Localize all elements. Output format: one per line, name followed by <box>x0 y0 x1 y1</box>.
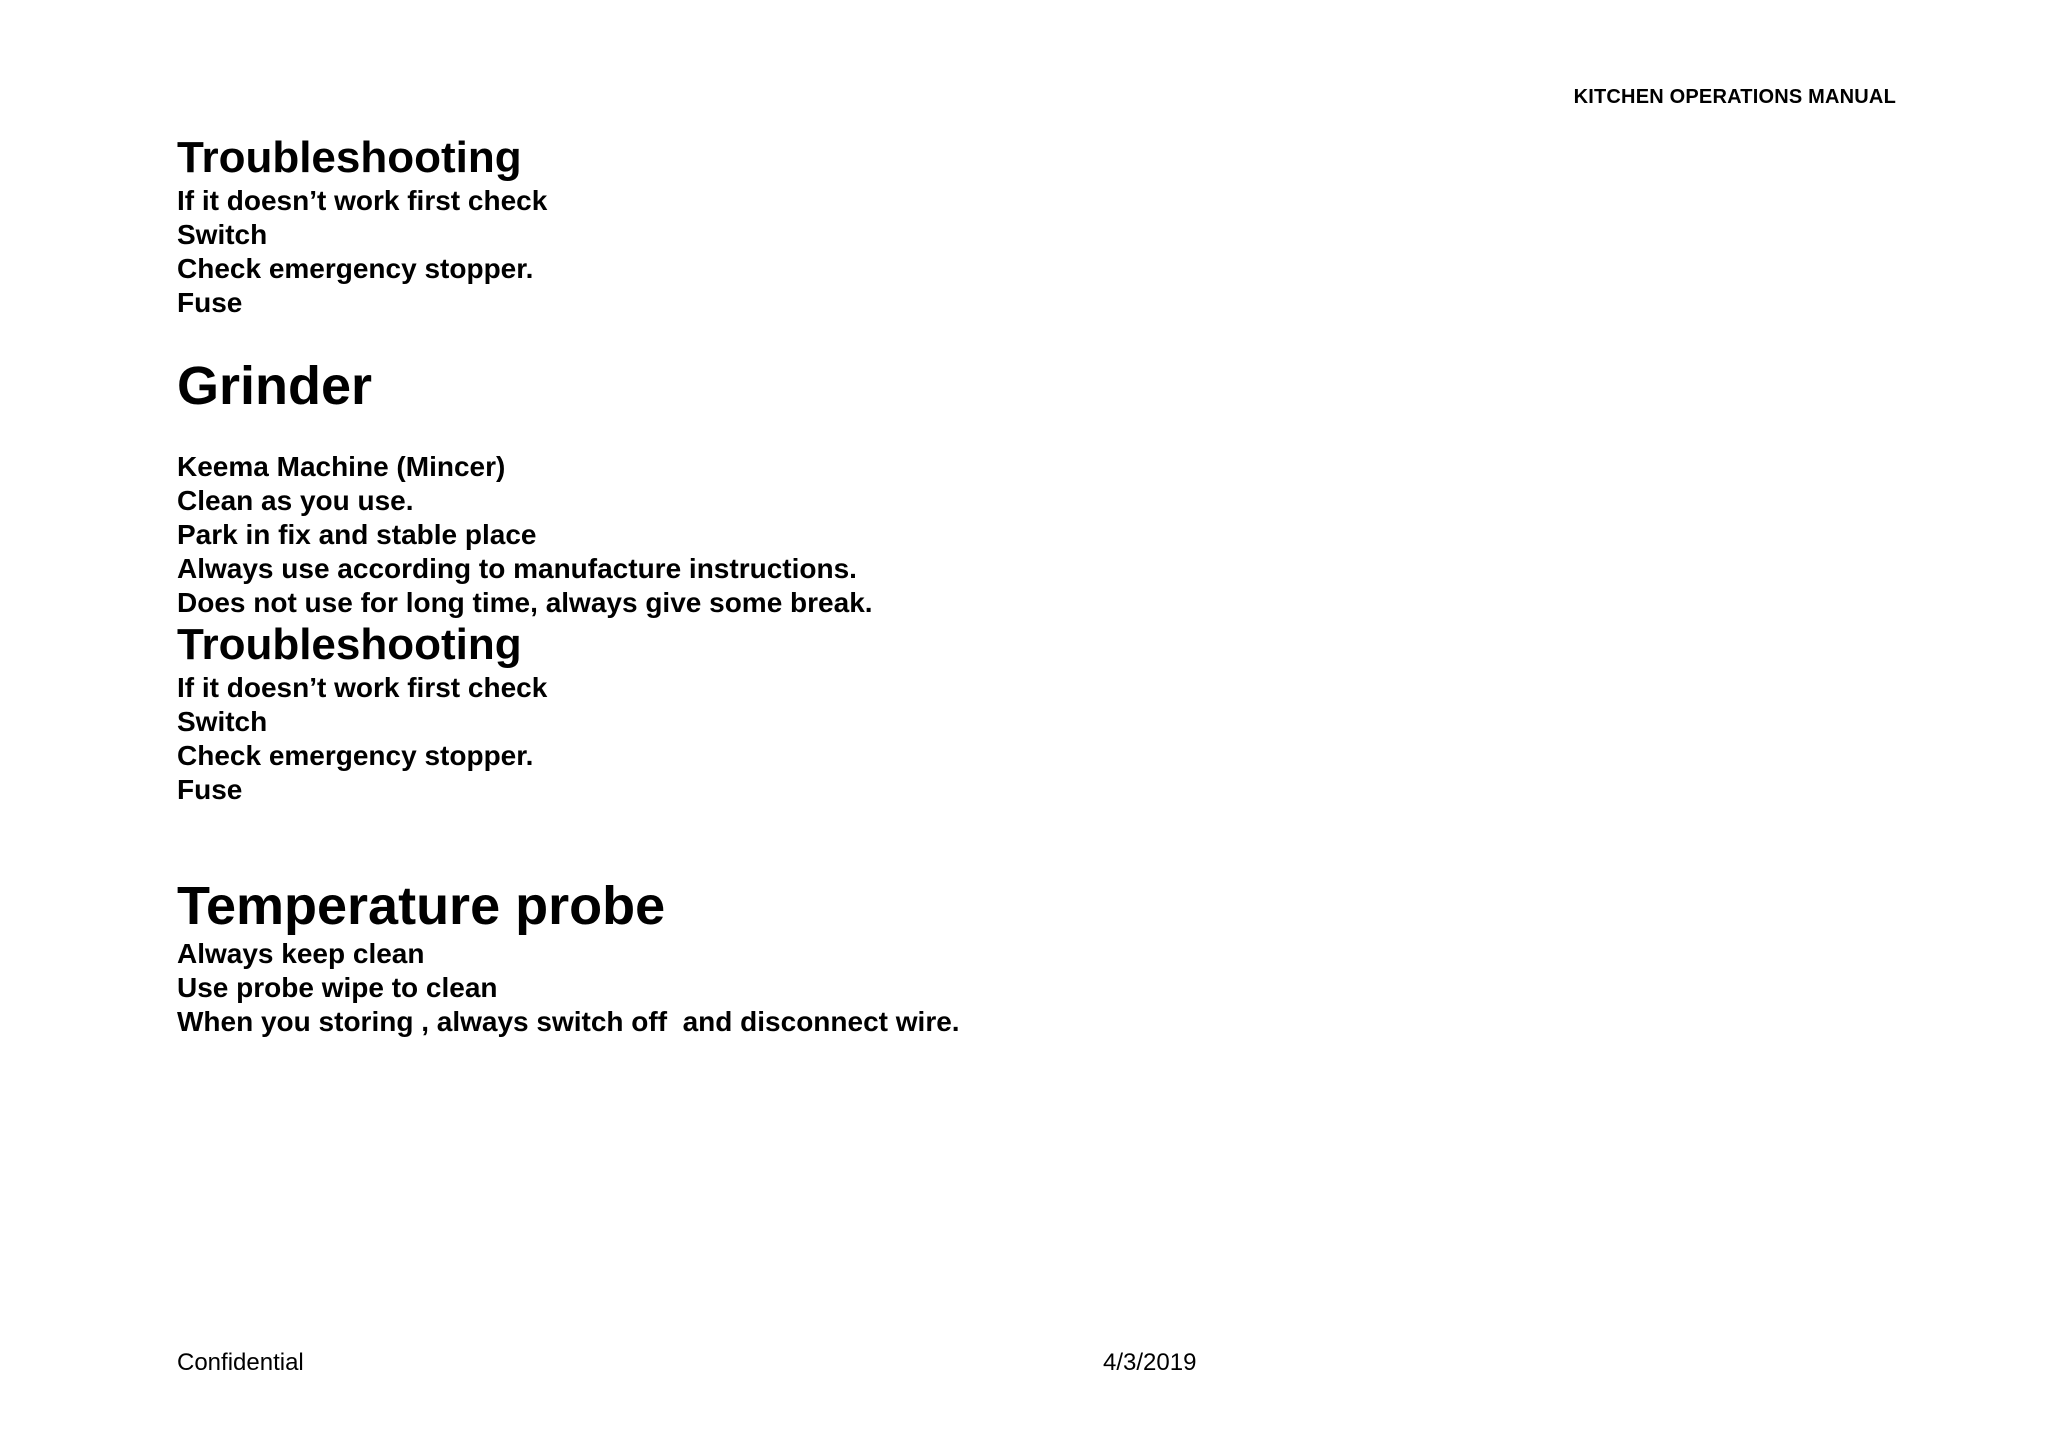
body-line: When you storing , always switch off and disconnect wire. <box>177 1006 960 1037</box>
body-line: If it doesn’t work first check <box>177 672 548 703</box>
section-heading-temperature-probe: Temperature probe <box>177 876 666 936</box>
body-line: Always keep clean <box>177 938 425 969</box>
body-line: Clean as you use. <box>177 485 414 516</box>
footer-date: 4/3/2019 <box>1103 1349 1197 1376</box>
document-header: KITCHEN OPERATIONS MANUAL <box>1573 86 1896 108</box>
section-heading-troubleshooting-1: Troubleshooting <box>177 133 522 182</box>
body-line: Keema Machine (Mincer) <box>177 451 506 482</box>
body-line: Always use according to manufacture instructions. <box>177 553 857 584</box>
body-line: Switch <box>177 706 268 737</box>
body-line: Park in fix and stable place <box>177 519 537 550</box>
body-line: Fuse <box>177 287 243 318</box>
body-line: Check emergency stopper. <box>177 253 534 284</box>
body-line: If it doesn’t work first check <box>177 185 548 216</box>
body-line: Fuse <box>177 774 243 805</box>
body-line: Does not use for long time, always give some break. <box>177 587 873 618</box>
body-line: Switch <box>177 219 268 250</box>
body-line: Check emergency stopper. <box>177 740 534 771</box>
section-heading-troubleshooting-2: Troubleshooting <box>177 620 522 669</box>
body-line: Use probe wipe to clean <box>177 972 498 1003</box>
footer-confidential: Confidential <box>177 1349 304 1376</box>
section-heading-grinder: Grinder <box>177 356 373 416</box>
